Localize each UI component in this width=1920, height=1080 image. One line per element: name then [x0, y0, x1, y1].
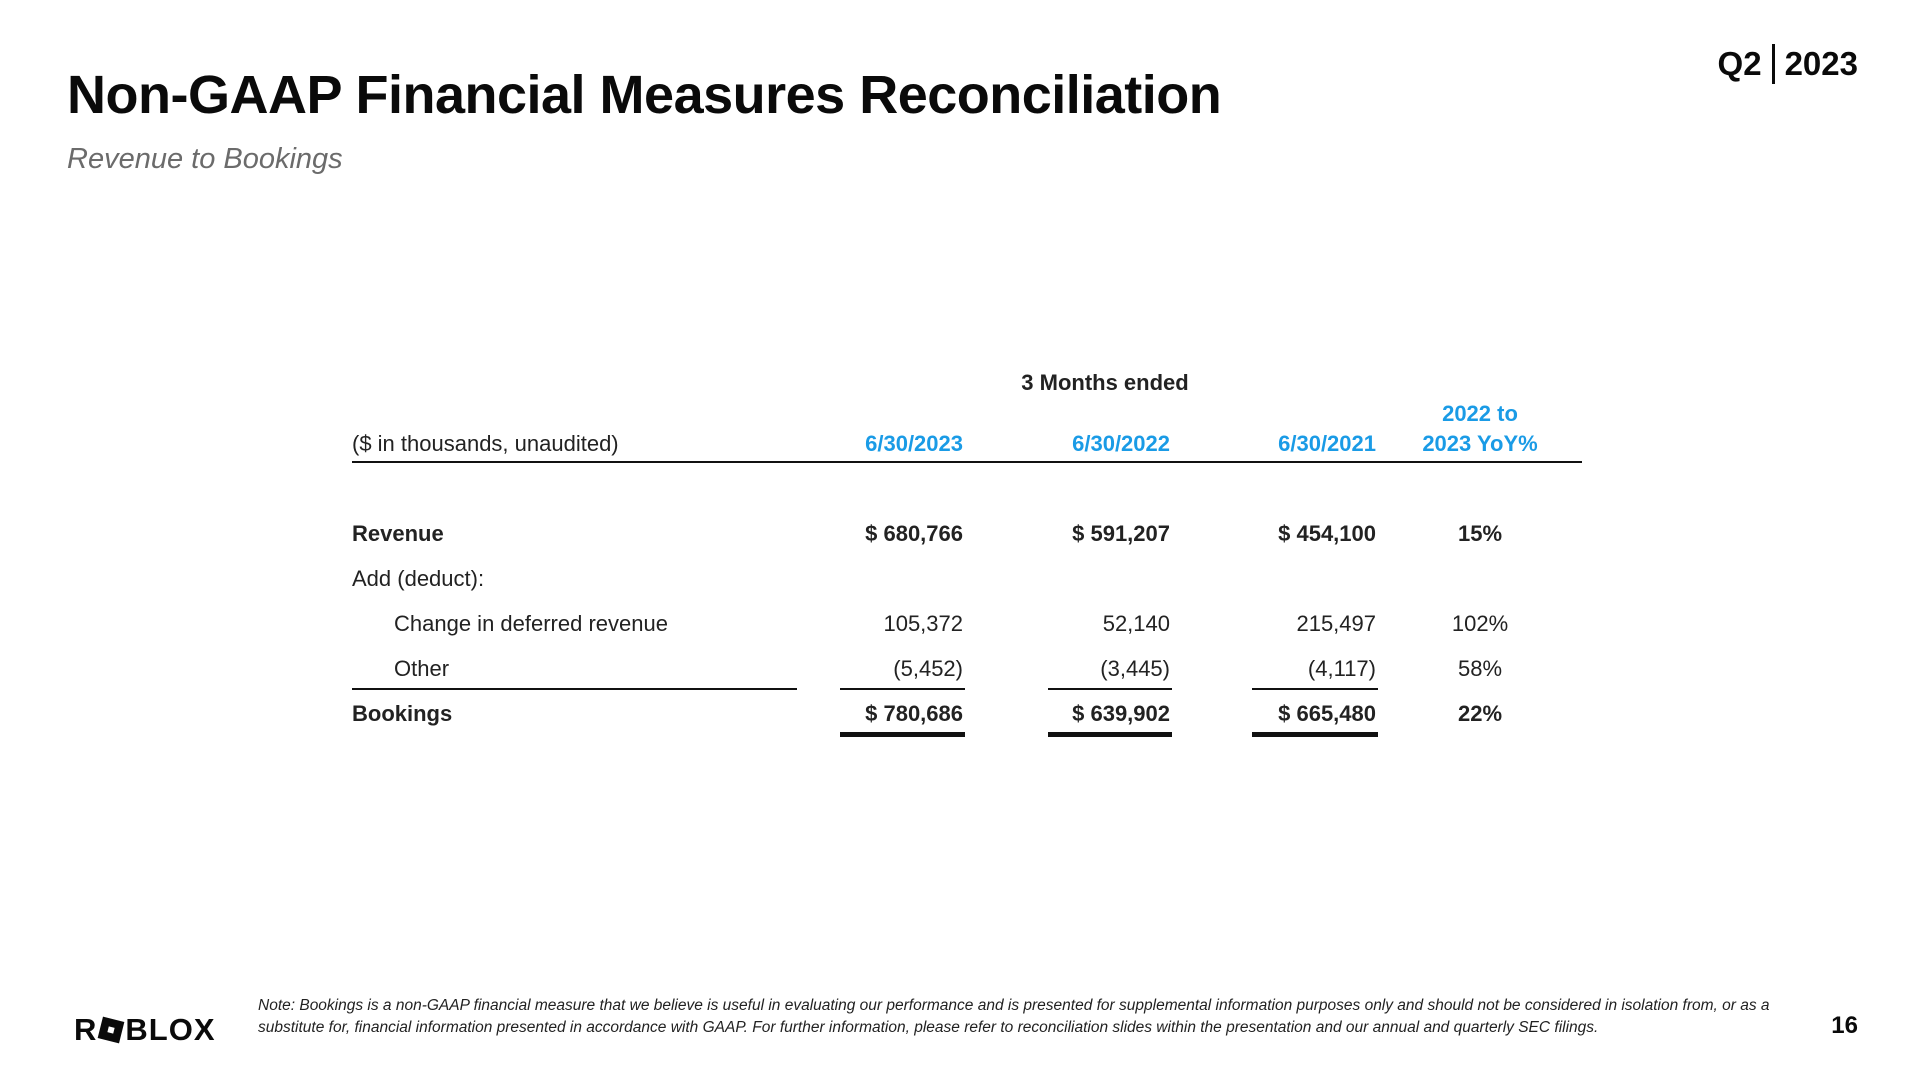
year-label: 2023: [1784, 45, 1858, 82]
quarter-label: Q2: [1717, 45, 1762, 82]
group-header: 3 Months ended: [1021, 370, 1189, 395]
roblox-logo: [74, 1012, 216, 1048]
column-header-2023: 6/30/2023: [865, 431, 963, 456]
revenue-2021: $ 454,100: [1278, 521, 1376, 546]
row-label-other: Other: [394, 656, 450, 681]
header-rule: [352, 461, 1582, 463]
subtotal-rule-2021: [1252, 688, 1378, 690]
row-label-revenue: Revenue: [352, 521, 444, 546]
column-header-2022: 6/30/2022: [1072, 431, 1170, 456]
row-label-add-deduct: Add (deduct):: [352, 566, 485, 591]
yoy-header-line2: 2023 YoY%: [1422, 431, 1538, 456]
total-rule-2023: [840, 732, 965, 737]
subtotal-rule-2022: [1048, 688, 1172, 690]
deferred-2023: 105,372: [883, 611, 963, 636]
page-number: 16: [1831, 1012, 1858, 1039]
revenue-2022: $ 591,207: [1072, 521, 1170, 546]
other-yoy: 58%: [1457, 656, 1503, 681]
total-rule-2021: [1252, 732, 1378, 737]
deferred-2022: 52,140: [1102, 611, 1170, 636]
column-header-2021: 6/30/2021: [1278, 431, 1376, 456]
other-2021: (4,117): [1307, 656, 1376, 681]
bookings-yoy: 22%: [1457, 701, 1503, 726]
bookings-2022: $ 639,902: [1072, 701, 1170, 726]
units-label: ($ in thousands, unaudited): [352, 431, 619, 456]
row-label-bookings: Bookings: [352, 701, 453, 726]
logo-letters-blox: BLOX: [125, 1012, 216, 1047]
other-2023: (5,452): [893, 656, 963, 681]
page-subtitle: Revenue to Bookings: [67, 143, 343, 175]
logo-letter-r: R: [74, 1012, 98, 1047]
logo-tile-icon: [98, 1017, 125, 1044]
total-rule-2022: [1048, 732, 1172, 737]
subtotal-rule-label: [352, 688, 797, 690]
deferred-2021: 215,497: [1296, 611, 1376, 636]
yoy-header-line1: 2022 to: [1442, 401, 1518, 426]
page-title: Non-GAAP Financial Measures Reconciliation: [67, 65, 1222, 125]
other-2022: (3,445): [1100, 656, 1170, 681]
deferred-yoy: 102%: [1451, 611, 1509, 636]
bookings-2023: $ 780,686: [865, 701, 963, 726]
bookings-2021: $ 665,480: [1278, 701, 1376, 726]
revenue-yoy: 15%: [1457, 521, 1503, 546]
footnote: Note: Bookings is a non-GAAP financial measure that we believe is useful in evaluating our performance and is presented for supplemental information purposes only and should not be considered in isolation from, or as a substitute for, financial information presented in accordance with GAAP. For further information, please refer to reconciliation slides within the presentation and our annual and quarterly SEC filings.: [258, 997, 1770, 1036]
revenue-2023: $ 680,766: [865, 521, 963, 546]
subtotal-rule-2023: [840, 688, 965, 690]
row-label-deferred-revenue: Change in deferred revenue: [394, 611, 668, 636]
